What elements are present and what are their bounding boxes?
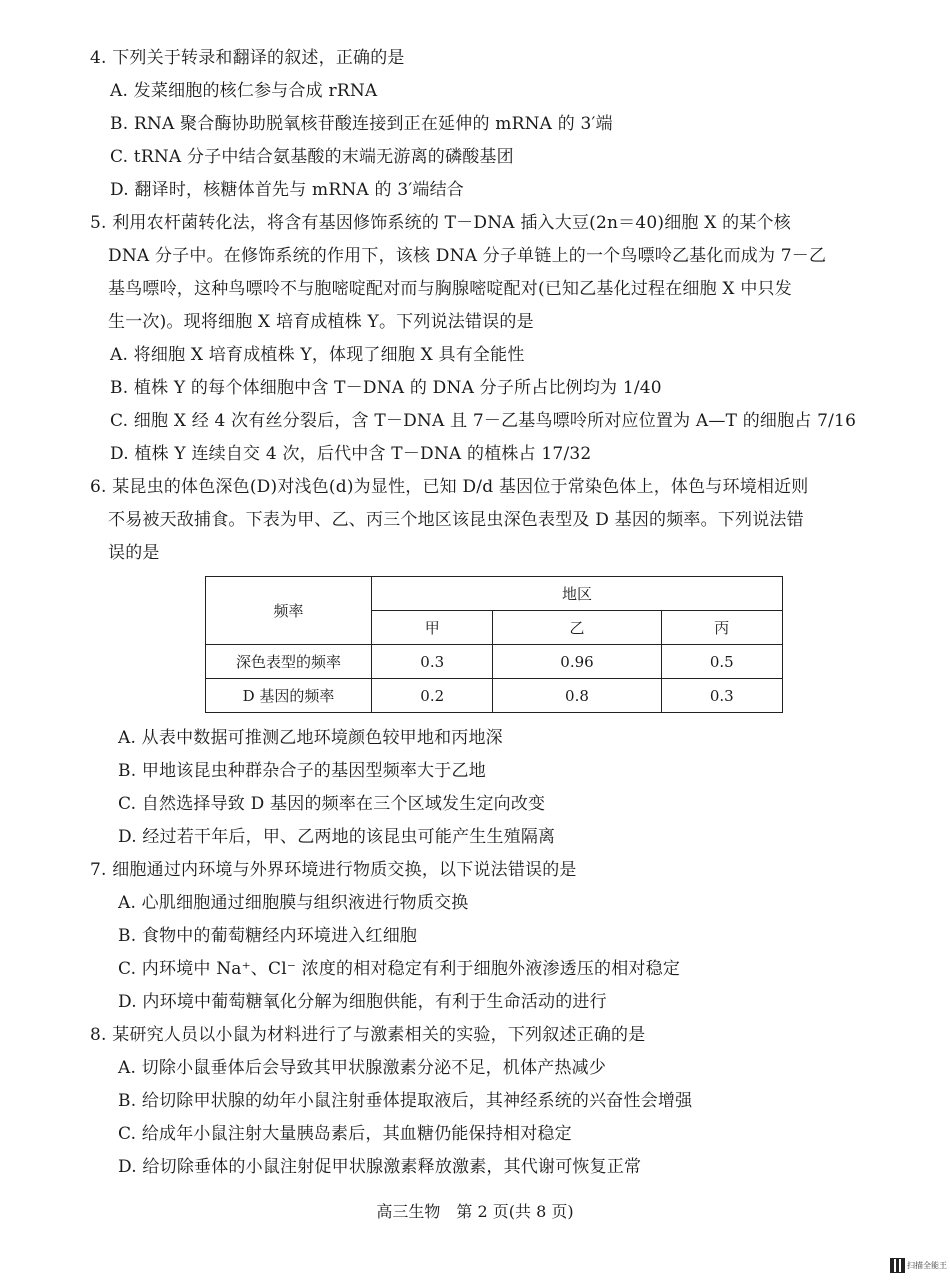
question-8-stem: 8. 某研究人员以小鼠为材料进行了与激素相关的实验，下列叙述正确的是: [90, 1025, 646, 1045]
table-corner-cell: 频率: [206, 577, 372, 645]
question-5-stem-line-3: 基鸟嘌呤，这种鸟嘌呤不与胞嘧啶配对而与胸腺嘧啶配对(已知乙基化过程在细胞 X 中只发: [108, 279, 792, 299]
question-8-option-c: C. 给成年小鼠注射大量胰岛素后，其血糖仍能保持相对稳定: [118, 1124, 572, 1144]
question-4-option-c: C. tRNA 分子中结合氨基酸的末端无游离的磷酸基团: [110, 147, 514, 167]
table-row: [206, 645, 783, 679]
question-6-stem-line-1: 6. 某昆虫的体色深色(D)对浅色(d)为显性，已知 D/d 基因位于常染色体上，体色与环境相近则: [90, 477, 809, 497]
question-8-option-d: D. 给切除垂体的小鼠注射促甲状腺激素释放激素，其代谢可恢复正常: [118, 1157, 642, 1177]
question-8-option-a: A. 切除小鼠垂体后会导致其甲状腺激素分泌不足，机体产热减少: [118, 1058, 607, 1078]
question-6-stem-line-2: 不易被天敌捕食。下表为甲、乙、丙三个地区该昆虫深色表型及 D 基因的频率。下列说法错: [108, 510, 804, 530]
question-8-option-b: B. 给切除甲状腺的幼年小鼠注射垂体提取液后，其神经系统的兴奋性会增强: [118, 1091, 693, 1111]
table-row: [206, 679, 783, 713]
question-4-stem: 4. 下列关于转录和翻译的叙述，正确的是: [90, 48, 405, 68]
table-cell: 0.3: [372, 645, 493, 679]
question-4-option-d: D. 翻译时，核糖体首先与 mRNA 的 3′端结合: [110, 180, 464, 200]
question-4-option-a: A. 发菜细胞的核仁参与合成 rRNA: [110, 81, 378, 101]
table-cell: 0.8: [493, 679, 661, 713]
page-footer: 高三生物 第 2 页(共 8 页): [376, 1202, 574, 1221]
table-row-label: D 基因的频率: [206, 679, 372, 713]
question-5-option-d: D. 植株 Y 连续自交 4 次，后代中含 T－DNA 的植株占 17/32: [110, 444, 592, 464]
question-5-option-b: B. 植株 Y 的每个体细胞中含 T－DNA 的 DNA 分子所占比例均为 1/40: [110, 378, 662, 398]
table-row-label: 深色表型的频率: [206, 645, 372, 679]
question-6-option-a: A. 从表中数据可推测乙地环境颜色较甲地和丙地深: [118, 728, 503, 748]
scanner-watermark-label: 扫描全能王: [907, 1261, 947, 1270]
question-7-option-d: D. 内环境中葡萄糖氧化分解为细胞供能，有利于生命活动的进行: [118, 992, 607, 1012]
question-6-option-c: C. 自然选择导致 D 基因的频率在三个区域发生定向改变: [118, 794, 546, 814]
table-cell: 0.2: [372, 679, 493, 713]
question-7-stem: 7. 细胞通过内环境与外界环境进行物质交换，以下说法错误的是: [90, 860, 577, 880]
scanner-watermark: [890, 1258, 947, 1274]
question-7-option-a: A. 心肌细胞通过细胞膜与组织液进行物质交换: [118, 893, 469, 913]
question-6-stem-line-3: 误的是: [108, 543, 160, 563]
table-group-header: 地区: [372, 577, 783, 611]
question-6-option-d: D. 经过若干年后，甲、乙两地的该昆虫可能产生生殖隔离: [118, 827, 556, 847]
question-5-stem-line-2: DNA 分子中。在修饰系统的作用下，该核 DNA 分子单链上的一个鸟嘌呤乙基化而成为 7－乙: [108, 246, 827, 266]
table-cell: 0.96: [493, 645, 661, 679]
question-7-option-b: B. 食物中的葡萄糖经内环境进入红细胞: [118, 926, 418, 946]
question-5-option-c: C. 细胞 X 经 4 次有丝分裂后，含 T－DNA 且 7－乙基鸟嘌呤所对应位置为 A—T 的细胞占 7/16: [110, 411, 857, 431]
table-column-header: 甲: [372, 611, 493, 645]
frequency-table: [205, 576, 783, 713]
table-column-header: 丙: [661, 611, 782, 645]
table-column-header: 乙: [493, 611, 661, 645]
question-7-option-c: C. 内环境中 Na⁺、Cl⁻ 浓度的相对稳定有利于细胞外液渗透压的相对稳定: [118, 959, 681, 979]
table-cell: 0.5: [661, 645, 782, 679]
question-5-stem-line-4: 生一次)。现将细胞 X 培育成植株 Y。下列说法错误的是: [108, 312, 534, 332]
question-5-stem-line-1: 5. 利用农杆菌转化法，将含有基因修饰系统的 T－DNA 插入大豆(2n＝40)细胞 X 的某个核: [90, 213, 791, 233]
table-header-row: [206, 577, 783, 611]
question-5-option-a: A. 将细胞 X 培育成植株 Y，体现了细胞 X 具有全能性: [110, 345, 525, 365]
table-cell: 0.3: [661, 679, 782, 713]
question-6-option-b: B. 甲地该昆虫种群杂合子的基因型频率大于乙地: [118, 761, 486, 781]
qr-code-icon: [890, 1258, 905, 1273]
question-4-option-b: B. RNA 聚合酶协助脱氧核苷酸连接到正在延伸的 mRNA 的 3′端: [110, 114, 613, 134]
